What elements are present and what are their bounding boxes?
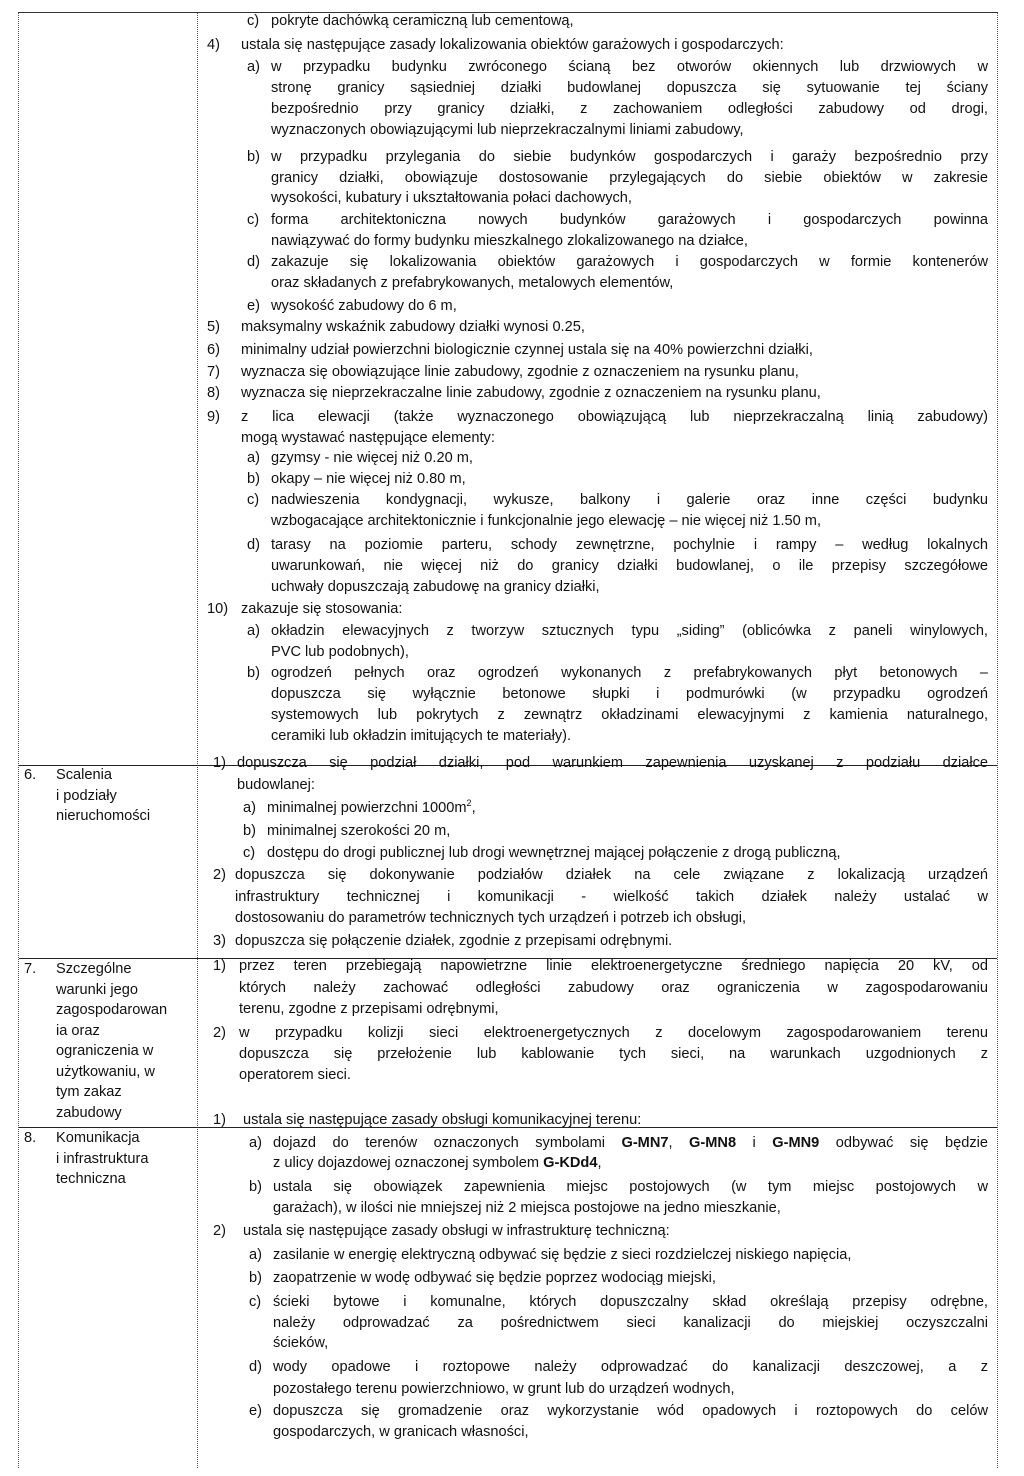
symbol-code: G-MN9 [772,1135,820,1151]
text-span: , [597,1155,602,1171]
section-title-line: zabudowy [56,1104,122,1121]
list-marker: a) [247,59,260,75]
text-line: ustala się następujące zasady obsługi w infrastrukturę techniczną: [243,1223,670,1239]
list-marker: d) [247,537,260,553]
text-line: dostosowaniu do parametrów technicznych tych urządzeń i potrzeb ich obsługi, [235,910,747,926]
text-line: terenu, zgodne z przepisami odrębnymi, [239,1001,499,1017]
text-line: stronę granicy sąsiedniej działki budowlanej dopuszcza się sytuowanie tej ściany [271,80,988,96]
text-line: dopuszcza się wyłącznie betonowe słupki i podmurówki (w przypadku ogrodzeń [271,686,988,702]
text-line: wysokości, kubatury i ukształtowania połaci dachowych, [271,190,632,206]
list-marker: 2) [213,867,226,883]
text-span: odbywać się będzie [819,1135,988,1151]
text-line: w przypadku kolizji sieci elektroenergetycznych z docelowym zagospodarowaniem terenu [239,1025,988,1041]
text-line: wyznacza się nieprzekraczalne linie zabudowy, zgodnie z oznaczeniem na rysunku planu, [241,385,821,401]
section-title-line: Szczególne [56,961,132,977]
list-marker: b) [247,471,260,487]
text-line: wyznacza się obowiązujące linie zabudowy, zgodnie z oznaczeniem na rysunku planu, [241,364,799,380]
list-marker: 1) [213,958,226,974]
text-line: w przypadku przylegania do siebie budynków gospodarczych i garaży bezpośrednio przy [271,149,988,165]
list-marker: d) [247,254,260,270]
text-line: dopuszcza się gromadzenie oraz wykorzystanie wód opadowych i roztopowych do celów [273,1403,988,1419]
column-divider [197,13,198,1468]
list-marker: 2) [213,1025,226,1041]
text-line: uchwały dopuszczają zabudowę na granicy działki, [271,579,600,595]
text-line: gzymsy - nie więcej niż 0.20 m, [271,450,473,466]
list-marker: 3) [213,933,226,949]
text-line: budowlanej: [237,777,315,793]
text-line: ustala się następujące zasady obsługi komunikacyjnej terenu: [243,1112,642,1128]
list-marker: d) [249,1359,262,1375]
text-line: ścieków, [273,1335,329,1351]
text-line: w przypadku budynku zwróconego ścianą bez otworów okiennych lub drzwiowych w [271,59,988,75]
text-line: ogrodzeń pełnych oraz ogrodzeń wykonanych z prefabrykowanych płyt betonowych – [271,665,988,681]
text-line: dopuszcza się przełożenie lub kablowanie tych sieci, na warunkach uzgodnionych z [239,1046,988,1062]
section-title-line: użytkowaniu, w [56,1063,155,1080]
text-line: garażach), w ilości nie mniejszej niż 2 miejsca postojowe na jedno mieszkanie, [273,1200,781,1216]
list-marker: 4) [207,37,220,53]
list-marker: c) [247,13,260,29]
text-line: gospodarczych, w granicach własności, [273,1424,529,1440]
text-line: dopuszcza się połączenie działek, zgodnie z przepisami odrębnymi. [235,933,673,949]
text-line: wzbogacające architektonicznie i funkcjonalnie jego elewację – nie więcej niż 1.50 m, [271,513,822,529]
text-line: zasilanie w energię elektryczną odbywać się będzie z sieci rozdzielczej niskiego napięcia, [273,1247,852,1263]
text-line: zakazuje się lokalizowania obiektów garażowych i gospodarczych w formie kontenerów [271,254,988,270]
list-marker: e) [247,298,260,314]
section-title-line: zagospodarowan [56,1002,168,1018]
text-line: zaopatrzenie w wodę odbywać się będzie poprzez wodociąg miejski, [273,1270,716,1286]
list-marker: 8) [207,385,220,401]
text-line: okapy – nie więcej niż 0.80 m, [271,471,466,487]
list-marker: e) [249,1403,262,1419]
superscript: 2 [466,798,472,808]
text-line: z lica elewacji (także wyznaczonego obowiązującą lub nieprzekraczalną linią zabudowy) [241,409,988,425]
list-marker: a) [249,1247,262,1263]
text-line: minimalny udział powierzchni biologicznie czynnej ustala się na 40% powierzchni działki, [241,342,813,358]
list-marker: 5) [207,319,220,335]
text-line: których należy zachować odległości zabudowy oraz ograniczenia w zagospodarowaniu [239,980,988,996]
text-line: ustala się następujące zasady lokalizowania obiektów garażowych i gospodarczych: [241,37,784,53]
text-span: z ulicy dojazdowej oznaczonej symbolem [273,1155,544,1171]
section-title-line: warunki jego [56,981,138,998]
section-number: 7. [24,961,37,977]
list-marker: b) [243,823,256,839]
text-line: oraz składanych z prefabrykowanych, metalowych elementów, [271,275,674,291]
list-marker: c) [249,1294,262,1310]
text-line: bezpośrednio przy granicy działki, z zachowaniem odległości zabudowy od drogi, [271,101,988,117]
list-marker: c) [247,492,260,508]
text-line: infrastruktury technicznej i komunikacji - wielkość takich działek należy ustalać w [235,889,988,905]
text-line: ścieki bytowe i komunalne, których dopuszczalny skład określają przepisy odrębne, [273,1294,988,1310]
text-line [267,799,476,817]
list-marker: b) [249,1270,262,1286]
list-marker: b) [247,149,260,165]
list-marker: a) [243,800,256,816]
text-span: , [471,800,476,816]
text-line: pokryte dachówką ceramiczną lub cementową, [271,13,574,29]
section-number: 8. [24,1130,37,1146]
list-marker: b) [249,1179,262,1195]
list-marker: a) [249,1135,262,1151]
symbol-code: G-MN8 [689,1135,737,1151]
list-marker: 1) [213,1112,226,1128]
list-marker: 6) [207,342,220,358]
text-line: nawiązywać do formy budynku mieszkalnego zlokalizowanego na działce, [271,233,748,249]
text-line: dostępu do drogi publicznej lub drogi wewnętrznej mającej połączenie z drogą publiczną, [267,845,841,861]
text-line: PVC lub podobnych), [271,644,409,660]
text-span: dojazd do terenów oznaczonych symbolami [273,1135,622,1151]
list-marker: c) [247,212,260,228]
text-line: mogą wystawać następujące elementy: [241,430,495,446]
section-number: 6. [24,767,37,783]
text-line: ustala się obowiązek zapewnienia miejsc postojowych (w tym miejsc postojowych w [273,1179,988,1195]
text-line: tarasy na poziomie parteru, schody zewnętrzne, pochylnie i rampy – według lokalnych [271,537,988,553]
section-title-line: i podziały [56,787,117,804]
list-marker: 2) [213,1223,226,1239]
section-title-line: ia oraz [56,1022,100,1039]
list-marker: a) [247,623,260,639]
text-span: , [668,1135,690,1151]
text-line: granicy działki, obowiązuje dostosowanie przylegających do siebie obiektów w zakresie [271,170,988,186]
text-line: uwarunkowań, nie więcej niż do granicy działki budowlanej, o ile przepisy szczegółowe [271,558,988,574]
text-line: należy odprowadzać za pośrednictwem sieci kanalizacji do miejskiej oczyszczalni [273,1315,988,1331]
section-title-line: Scalenia [56,767,112,783]
text-line: ceramiki lub okładzin imitujących te materiały). [271,728,572,744]
text-line: operatorem sieci. [239,1067,351,1083]
text-line: dopuszcza się podział działki, pod warunkiem zapewnienia uzyskanej z podziału działce [237,755,988,771]
list-marker: 9) [207,409,220,425]
list-marker: c) [243,845,256,861]
text-line: maksymalny wskaźnik zabudowy działki wynosi 0.25, [241,319,585,335]
text-line: wody opadowe i roztopowe należy odprowadzać do kanalizacji deszczowej, a z [273,1359,988,1375]
text-line: zakazuje się stosowania: [241,601,403,617]
list-marker: 1) [213,755,226,771]
text-line [273,1134,988,1152]
text-span: i [736,1135,773,1151]
text-line: nadwieszenia kondygnacji, wykusze, balkony i galerie oraz inne części budynku [271,492,988,508]
section-title-line: i infrastruktura [56,1150,149,1167]
text-line: wysokość zabudowy do 6 m, [271,298,457,314]
section-title-line: Komunikacja [56,1130,140,1146]
list-marker: 10) [207,601,229,617]
list-marker: a) [247,450,260,466]
list-marker: b) [247,665,260,681]
text-line: minimalnej szerokości 20 m, [267,823,451,839]
section-title-line: ograniczenia w [56,1043,154,1059]
text-line: forma architektoniczna nowych budynków garażowych i gospodarczych powinna [271,212,988,228]
section-title-line: tym zakaz [56,1084,122,1100]
section-title-line: techniczna [56,1171,126,1187]
text-line: wyznaczonych obowiązującymi lub nieprzekraczalnymi liniami zabudowy, [271,122,744,138]
text-line: przez teren przebiegają napowietrzne linie elektroenergetyczne średniego napięcia 20 kV, od [239,958,988,974]
symbol-code: G-MN7 [621,1135,669,1151]
section-title-line: nieruchomości [56,808,151,824]
text-line: dopuszcza się dokonywanie podziałów działek na cele związane z lokalizacją urządzeń [235,867,988,883]
list-marker: 7) [207,364,220,380]
text-line: pozostałego terenu powierzchniowo, w grunt lub do urządzeń wodnych, [273,1381,735,1397]
symbol-code: G-KDd4 [543,1155,598,1171]
text-line: systemowych lub pokrytych z zewnątrz okładzinami elewacyjnymi z kamienia naturalnego, [271,707,988,723]
text-line: okładzin elewacyjnych z tworzyw sztucznych typu „siding” (oblicówka z paneli winylowych, [271,623,988,639]
text-line [273,1154,602,1172]
text-span: minimalnej powierzchni 1000m [267,800,467,816]
